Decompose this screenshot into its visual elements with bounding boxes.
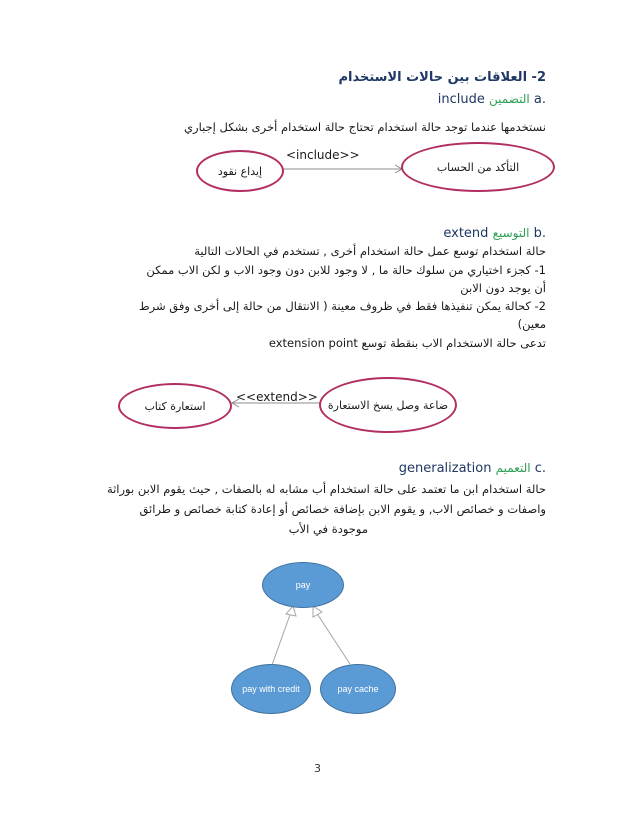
- section-heading: 2- العلاقات بين حالات الاستخدام: [338, 70, 546, 85]
- generalization-marker: .c: [534, 461, 546, 476]
- generalization-line-2: واصفات و خصائص الاب, و يقوم الابن بإضافة خصائص أو إعادة كتابة خصائص و طرائق: [139, 502, 546, 516]
- extend-connector-label: <<extend>>: [236, 390, 318, 404]
- include-english-term: include: [437, 92, 485, 107]
- extend-arabic-term: التوسيع: [492, 226, 530, 240]
- generalization-child-pay-with-credit: [231, 664, 311, 714]
- generalization-parent-label: pay: [295, 580, 311, 590]
- include-arabic-term: التضمين: [489, 92, 530, 106]
- include-connector-label: <include>>: [286, 148, 360, 162]
- page-number: 3: [314, 762, 321, 775]
- extend-right-ellipse-label: ضاعة وصل يسخ الاستعارة: [327, 398, 449, 412]
- generalization-parent-pay: [262, 562, 344, 608]
- generalization-arabic-term: التعميم: [495, 461, 531, 475]
- extend-left-ellipse-label: استعارة كتاب: [144, 399, 206, 413]
- extend-item-2-line-2: معين): [517, 317, 546, 331]
- extend-english-term: extend: [443, 226, 489, 241]
- generalization-english-term: generalization: [398, 461, 492, 476]
- include-right-ellipse-label: التأكد من الحساب: [436, 160, 520, 174]
- include-marker: .a: [533, 92, 546, 107]
- extend-line-1: حالة استخدام توسع عمل حالة استخدام أخرى , تستخدم في الحالات التالية: [194, 244, 546, 258]
- extend-item-1-line-1: 1- كجزء اختياري من سلوك حالة ما , لا وجود للابن دون وجود الاب و لكن الاب ممكن: [146, 263, 546, 277]
- extend-item-1-line-2: أن يوجد دون الابن: [460, 281, 546, 295]
- generalization-line-1: حالة استخدام ابن ما تعتمد على حالة استخدام أب مشابه له بالصفات , حيث يقوم الابن بوراثة: [106, 482, 546, 496]
- include-left-ellipse-label: إيداع نقود: [217, 164, 263, 178]
- generalization-line-3: موجودة في الأب: [288, 522, 368, 536]
- extend-point-line: تدعى حالة الاستخدام الاب بنقطة توسع extension point: [268, 336, 546, 350]
- extend-item-2-line-1: 2- كحالة يمكن تنفيذها فقط في ظروف معينة ( الانتقال من حالة إلى أخرى وفق شرط: [139, 299, 546, 313]
- generalization-child-left-label: pay with credit: [242, 684, 300, 694]
- generalization-child-right-label: pay cache: [337, 684, 379, 694]
- extend-marker: .b: [533, 226, 546, 241]
- include-description: نستخدمها عندما توجد حالة استخدام تحتاج حالة استخدام أخرى بشكل إجباري: [184, 120, 546, 134]
- generalization-child-pay-cache: [320, 664, 396, 714]
